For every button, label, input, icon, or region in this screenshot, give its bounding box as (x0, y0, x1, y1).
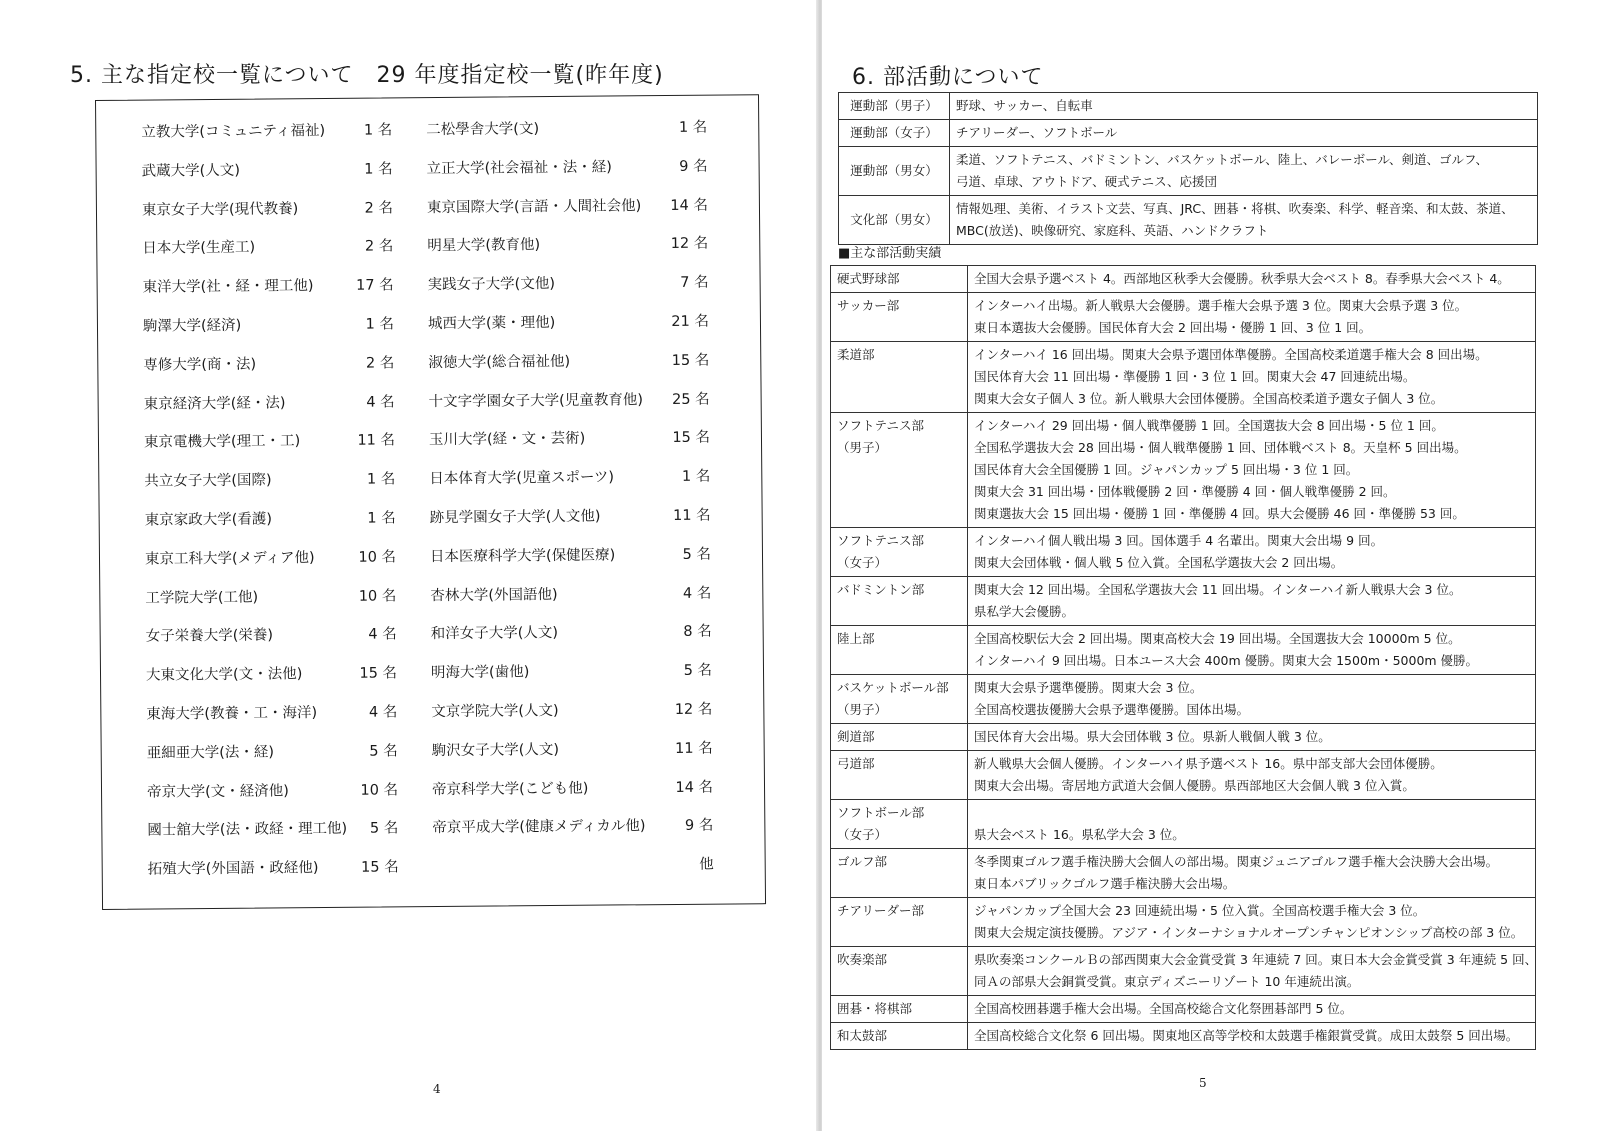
school-count: 15 名 (672, 430, 711, 447)
club-category: 運動部（女子） (850, 125, 938, 140)
achievements-cell (968, 528, 1536, 577)
club-row (839, 196, 1538, 245)
achievement-line: 関東大会規定演技優勝。アジア・インターナショナルオープンチャンピオンシップ高校の部 3 位。 (974, 925, 1524, 940)
club-row (839, 93, 1538, 120)
school-name: 二松學舎大学(文) (426, 121, 540, 139)
achievement-line: 関東大会団体戦・個人戦 5 位入賞。全国私学選抜大会 2 回出場。 (974, 555, 1344, 570)
results-heading: ■主な部活動実績 (838, 246, 942, 261)
school-count: 8 名 (683, 623, 712, 641)
club-list-table (838, 92, 1538, 245)
achievements-cell (968, 413, 1536, 528)
school-count: 10 名 (358, 587, 397, 605)
club-name: （男子） (837, 702, 888, 717)
club-results-table (830, 265, 1536, 1050)
club-name-cell (831, 675, 968, 724)
club-name-cell (831, 751, 968, 800)
school-count: 1 名 (367, 510, 396, 527)
club-name: サッカー部 (837, 298, 900, 313)
school-count: 5 名 (369, 743, 398, 760)
result-row (831, 342, 1536, 413)
club-list-line: MBC(放送)、映像研究、家庭科、英語、ハンドクラフト (956, 223, 1269, 238)
school-row (428, 348, 713, 389)
school-row (427, 193, 712, 234)
school-name: 専修大学(商・法) (143, 356, 257, 374)
school-count: 4 名 (368, 704, 398, 721)
achievement-line: 関東大会女子個人 3 位。新人戦県大会団体優勝。全国高校柔道予選女子個人 3 位。 (974, 391, 1444, 406)
club-name: ゴルフ部 (837, 854, 888, 869)
club-name: 弓道部 (837, 756, 875, 771)
achievements-cell (968, 626, 1536, 675)
school-name: 日本大学(生産工) (142, 239, 256, 257)
result-row (831, 577, 1536, 626)
club-name: 硬式野球部 (837, 271, 900, 286)
achievement-line: 関東大会出場。寄居地方武道大会個人優勝。県西部地区大会個人戦 3 位入賞。 (974, 778, 1415, 793)
club-category-cell (839, 120, 950, 147)
school-row (431, 620, 716, 661)
achievements-cell (968, 947, 1536, 996)
school-count: 11 名 (675, 740, 713, 757)
school-count: 2 名 (364, 238, 394, 256)
club-name-cell (831, 413, 968, 528)
school-row (142, 196, 397, 237)
achievement-line: 東日本パブリックゴルフ選手権決勝大会出場。 (974, 876, 1236, 891)
school-name: 日本医療科学大学(保健医療) (429, 547, 616, 565)
school-count: 2 名 (364, 199, 394, 217)
club-list-cell (950, 147, 1538, 196)
school-row (147, 739, 402, 780)
school-name: 東京国際大学(言語・人間社会他) (426, 197, 642, 216)
achievements-cell (968, 800, 1536, 849)
school-row (432, 814, 717, 855)
school-name: 帝京科学大学(こども他) (431, 780, 589, 798)
school-count: 9 名 (684, 817, 714, 835)
school-row (143, 312, 398, 353)
school-row (429, 387, 714, 428)
school-row (142, 235, 397, 276)
result-row (831, 293, 1536, 342)
school-name: 共立女子大学(国際) (144, 472, 272, 490)
school-name: 城西大学(薬・理他) (427, 314, 556, 333)
school-row (144, 468, 399, 509)
club-row (839, 147, 1538, 196)
achievements-cell (968, 675, 1536, 724)
club-name: 陸上部 (837, 631, 875, 646)
right-page (822, 0, 1600, 1131)
achievement-line: 同Ａの部県大会銅賞受賞。東京ディズニーリゾート 10 年連続出演。 (974, 974, 1360, 989)
school-count: 11 名 (673, 507, 711, 524)
school-name: 工学院大学(工他) (145, 589, 259, 607)
club-list-line: 情報処理、美術、イラスト文芸、写真、JRC、囲碁・将棋、吹奏楽、科学、軽音楽、和太鼓、茶道、 (956, 201, 1514, 216)
school-row (143, 274, 398, 315)
club-list-cell (950, 93, 1538, 120)
achievement-line: 関東大会 12 回出場。全国私学選抜大会 11 回出場。インターハイ新人戦県大会 3 位。 (974, 582, 1462, 597)
school-name: 実践女子大学(文他) (427, 276, 556, 294)
school-count: 1 名 (678, 119, 708, 136)
school-name: 駒澤大学(経済) (142, 317, 242, 335)
school-count: 11 名 (357, 432, 396, 450)
achievement-line: 全国大会県予選ベスト 4。西部地区秋季大会優勝。秋季県大会ベスト 8。春季県大会ベスト 4。 (974, 271, 1510, 286)
school-row (431, 698, 716, 739)
school-count: 1 名 (365, 316, 395, 333)
school-count: 14 名 (675, 779, 714, 796)
club-name-cell (831, 1023, 968, 1050)
school-name: 帝京平成大学(健康メディカル他) (432, 818, 646, 837)
club-name: ソフトボール部 (837, 805, 925, 820)
school-name: 東京電機大学(理工・工) (143, 433, 301, 451)
school-name: 武蔵大学(人文) (141, 162, 241, 180)
school-name: 杏林大学(外国語他) (430, 586, 558, 604)
school-row (144, 429, 399, 470)
school-count: 5 名 (369, 820, 399, 837)
achievement-line: インターハイ 16 回出場。関東大会県予選団体準優勝。全国高校柔道選手権大会 8 回出場。 (974, 347, 1488, 362)
school-name: 亜細亜大学(法・経) (146, 744, 275, 762)
designated-schools-box (95, 94, 766, 910)
achievement-line: 国民体育大会出場。県大会団体戦 3 位。県新人戦個人戦 3 位。 (974, 729, 1331, 744)
school-count: 1 名 (681, 468, 711, 486)
club-name: 柔道部 (837, 347, 875, 362)
school-row (430, 542, 715, 583)
school-count: 10 名 (358, 549, 397, 566)
school-row (148, 855, 403, 896)
result-row (831, 996, 1536, 1023)
achievement-line: インターハイ 29 回出場・個人戦準優勝 1 回。全国選抜大会 8 回出場・5 位 1 回。 (974, 418, 1444, 433)
result-row (831, 413, 1536, 528)
school-count: 15 名 (361, 859, 399, 876)
school-name: 和洋女子大学(人文) (430, 625, 559, 643)
school-name: 淑徳大学(総合福祉他) (428, 353, 571, 371)
school-row (430, 504, 715, 545)
school-count: 4 名 (682, 585, 712, 602)
result-row (831, 528, 1536, 577)
achievement-line: 県私学大会優勝。 (974, 604, 1075, 619)
school-name: 文京学院大学(人文) (431, 702, 559, 721)
achievements-cell (968, 266, 1536, 293)
school-row (432, 736, 717, 777)
club-name: （男子） (837, 440, 888, 455)
club-name-cell (831, 528, 968, 577)
school-name: 帝京大学(文・経済他) (146, 782, 289, 801)
school-name: 東海大学(教養・工・海洋) (146, 705, 318, 723)
club-row (839, 120, 1538, 147)
achievement-line: インターハイ個人戦出場 3 回。国体選手 4 名輩出。関東大会出場 9 回。 (974, 533, 1384, 548)
club-name-cell (831, 996, 968, 1023)
section-5-title: 5. 主な指定校一覧について 29 年度指定校一覧(昨年度) (70, 63, 664, 88)
school-row (146, 700, 401, 741)
school-count: 1 名 (366, 471, 396, 488)
school-name: 東京家政大学(看護) (144, 511, 273, 529)
club-name-cell (831, 898, 968, 947)
school-count: 15 名 (359, 665, 398, 682)
school-name: 國士舘大学(法・政経・理工他) (147, 821, 348, 839)
result-row (831, 800, 1536, 849)
school-row (427, 154, 712, 195)
club-list-cell (950, 196, 1538, 245)
school-name: 玉川大学(経・文・芸術) (428, 431, 586, 449)
school-name: 拓殖大学(外国語・政経他) (147, 860, 319, 878)
club-name-cell (831, 724, 968, 751)
club-name: ソフトテニス部 (837, 418, 925, 433)
club-name: 和太鼓部 (837, 1028, 888, 1043)
result-row (831, 898, 1536, 947)
school-count: 21 名 (671, 313, 710, 330)
school-row (426, 116, 711, 157)
club-list-line: チアリーダー、ソフトボール (956, 125, 1118, 140)
achievement-line: 国民体育大会全国優勝 1 回。ジャパンカップ 5 回出場・3 位 1 回。 (974, 462, 1359, 477)
achievement-line: 全国高校選抜優勝大会県予選準優勝。国体出場。 (974, 702, 1250, 717)
school-name: 大東文化大学(文・法他) (145, 666, 303, 684)
achievement-line: 県吹奏楽コンクールＢの部西関東大会金賞受賞 3 年連続 7 回。東日本大会金賞受賞 3 年連続 5 回、 (974, 952, 1538, 967)
school-name: 日本体育大学(児童スポーツ) (429, 469, 615, 488)
club-name-cell (831, 947, 968, 996)
achievement-line: 全国高校囲碁選手権大会出場。全国高校総合文化祭囲碁部門 5 位。 (974, 1001, 1353, 1016)
club-name: （女子） (837, 555, 888, 570)
school-name: 跡見学園女子大学(人文他) (429, 508, 601, 527)
club-name: 剣道部 (837, 729, 875, 744)
achievements-cell (968, 293, 1536, 342)
achievement-line: インターハイ出場。新人戦県大会優勝。選手権大会県予選 3 位。関東大会県予選 3 位。 (974, 298, 1468, 313)
club-name: ソフトテニス部 (837, 533, 925, 548)
school-row (145, 506, 400, 547)
schools-column-left (141, 118, 403, 896)
school-row (429, 465, 714, 506)
achievements-cell (968, 1023, 1536, 1050)
club-name-cell (831, 626, 968, 675)
club-list-line: 柔道、ソフトテニス、バドミントン、バスケットボール、陸上、バレーボール、剣道、ゴルフ、 (956, 152, 1489, 167)
school-count: 25 名 (672, 391, 710, 408)
achievement-line: ジャパンカップ全国大会 23 回連続出場・5 位入賞。全国高校選手権大会 3 位。 (974, 903, 1426, 918)
achievements-cell (968, 898, 1536, 947)
school-count: 10 名 (360, 781, 399, 799)
school-row (430, 581, 715, 622)
club-name: バスケットボール部 (837, 680, 949, 695)
club-name: チアリーダー部 (837, 903, 925, 918)
achievement-line (974, 802, 1529, 824)
achievement-line: 東日本選抜大会優勝。国民体育大会 2 回出場・優勝 1 回、3 位 1 回。 (974, 320, 1372, 335)
school-count: 2 名 (365, 355, 395, 372)
club-name: 吹奏楽部 (837, 952, 888, 967)
result-row (831, 626, 1536, 675)
achievement-line: 国民体育大会 11 回出場・準優勝 1 回・3 位 1 回。関東大会 47 回連続出場。 (974, 369, 1416, 384)
school-count: 14 名 (670, 197, 709, 214)
club-name-cell (831, 849, 968, 898)
achievement-line: 冬季関東ゴルフ選手権決勝大会個人の部出場。関東ジュニアゴルフ選手権大会決勝大会出場。 (974, 854, 1499, 869)
school-name: 立教大学(コミュニティ福祉) (141, 122, 326, 141)
school-row (141, 118, 396, 159)
school-row (142, 157, 397, 198)
club-name-cell (831, 577, 968, 626)
achievements-cell (968, 724, 1536, 751)
school-name: 明海大学(歯他) (430, 664, 530, 682)
school-row (431, 659, 716, 700)
club-name: （女子） (837, 827, 888, 842)
school-row (144, 390, 399, 431)
result-row (831, 724, 1536, 751)
club-list-line: 野球、サッカー、自転車 (956, 98, 1093, 113)
club-category-cell (839, 196, 950, 245)
result-row (831, 751, 1536, 800)
page-number-left: 4 (433, 1082, 441, 1096)
school-name: 東京工科大学(メディア他) (144, 549, 315, 568)
school-row (428, 310, 713, 351)
school-count: 12 名 (670, 236, 709, 253)
school-row (146, 623, 401, 664)
club-list-cell (950, 120, 1538, 147)
school-name: 立正大学(社会福祉・法・経) (426, 159, 613, 177)
school-row (429, 426, 714, 467)
school-count: 4 名 (366, 393, 395, 411)
result-row (831, 266, 1536, 293)
achievements-cell (968, 751, 1536, 800)
achievements-cell (968, 849, 1536, 898)
club-name-cell (831, 293, 968, 342)
school-count: 5 名 (682, 546, 712, 563)
school-count: 17 名 (356, 277, 394, 294)
school-row (427, 232, 712, 273)
section-6-title: 6. 部活動について (852, 65, 1044, 90)
school-name: 十文字学園女子大学(児童教育他) (428, 391, 644, 410)
achievement-line: 全国私学選抜大会 28 回出場・個人戦準優勝 1 回、団体戦ベスト 8。天皇杯 5 回出場。 (974, 440, 1467, 455)
school-name: 駒沢女子大学(人文) (431, 741, 560, 759)
school-count: 1 名 (363, 122, 393, 139)
achievement-line: 関東大会県予選準優勝。関東大会 3 位。 (974, 680, 1203, 695)
achievement-line: 全国高校駅伝大会 2 回出場。関東高校大会 19 回出場。全国選抜大会 10000m 5 位。 (974, 631, 1461, 646)
school-count: 1 名 (364, 161, 393, 178)
school-row (147, 817, 402, 858)
achievements-cell (968, 577, 1536, 626)
school-name: 東洋大学(社・経・理工他) (142, 278, 314, 296)
result-row (831, 947, 1536, 996)
club-category: 運動部（男女） (850, 163, 938, 178)
page-number-right: 5 (1199, 1076, 1207, 1090)
school-row (428, 271, 713, 312)
school-row (433, 853, 718, 894)
school-row (145, 584, 400, 625)
club-category: 文化部（男女） (850, 212, 938, 227)
school-count: 9 名 (679, 158, 708, 175)
school-count: 5 名 (683, 662, 713, 680)
achievement-line: 新人戦県大会個人優勝。インターハイ県予選ベスト 16。県中部支部大会団体優勝。 (974, 756, 1443, 771)
school-row (147, 778, 402, 819)
club-name-cell (831, 266, 968, 293)
school-name: 東京経済大学(経・法) (143, 394, 286, 413)
school-row (145, 545, 400, 586)
school-count: 4 名 (368, 626, 397, 643)
result-row (831, 1023, 1536, 1050)
club-category-cell (839, 93, 950, 120)
club-category: 運動部（男子） (850, 98, 938, 113)
club-list-line: 弓道、卓球、アウトドア、硬式テニス、応援団 (956, 174, 1218, 189)
achievements-cell (968, 342, 1536, 413)
schools-column-right (426, 116, 718, 894)
school-count: 7 名 (680, 274, 709, 292)
achievement-line: 全国高校総合文化祭 6 回出場。関東地区高等学校和太鼓選手権銀賞受賞。成田太鼓祭 5 回出場。 (974, 1028, 1519, 1043)
achievements-cell (968, 996, 1536, 1023)
school-name: 女子栄養大学(栄養) (145, 627, 274, 645)
school-row (432, 775, 717, 816)
school-row (143, 351, 398, 392)
school-count: 12 名 (674, 701, 713, 718)
result-row (831, 849, 1536, 898)
achievement-line: インターハイ 9 回出場。日本ユース大会 400m 優勝。関東大会 1500m・5000m 優勝。 (974, 653, 1479, 668)
club-name: バドミントン部 (837, 582, 925, 597)
achievement-line: 関東大会 31 回出場・団体戦優勝 2 回・準優勝 4 回・個人戦準優勝 2 回。 (974, 484, 1396, 499)
school-count: 他 (699, 856, 714, 873)
result-row (831, 675, 1536, 724)
achievement-line: 関東選抜大会 15 回出場・優勝 1 回・準優勝 4 回。県大会優勝 46 回・準優勝 53 回。 (974, 506, 1465, 521)
club-category-cell (839, 147, 950, 196)
school-count: 15 名 (671, 352, 710, 369)
club-name-cell (831, 800, 968, 849)
school-row (146, 662, 401, 703)
achievement-line: 県大会ベスト 16。県私学大会 3 位。 (974, 827, 1185, 842)
school-name: 東京女子大学(現代教養) (141, 200, 299, 219)
school-name: 明星大学(教育他) (427, 237, 541, 255)
club-name: 囲碁・将棋部 (837, 1001, 913, 1016)
club-name-cell (831, 342, 968, 413)
